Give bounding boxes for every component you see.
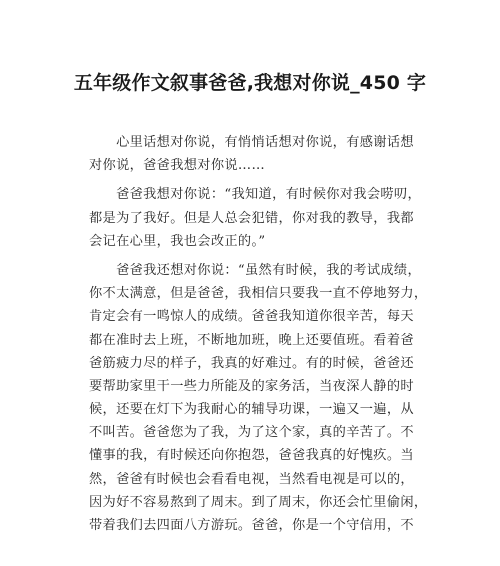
paragraph-1 (89, 131, 419, 177)
paragraph-line: 候，还要在灯下为我耐心的辅导功课，一遍又一遍，从 (89, 402, 414, 418)
paragraph-line: 爸筋疲力尽的样子，我真的好难过。有的时候，爸爸还 (89, 355, 414, 371)
paragraph-line: 不叫苦。爸爸您为了我，为了这个家，真的辛苦了。不 (89, 425, 414, 441)
paragraph-2 (89, 183, 419, 253)
paragraph-line: 肯定会有一鸣惊人的成绩。爸爸我知道你很辛苦，每天 (89, 309, 414, 325)
paragraph-line: 因为好不容易熬到了周末。到了周末，你还会忙里偷闲， (89, 494, 428, 510)
paragraph-line: 懂事的我，有时候还向你抱怨，爸爸我真的好愧疚。当 (89, 448, 414, 464)
paragraph-line: 然，爸爸有时候也会看看电视，当然看电视是可以的， (89, 471, 414, 487)
paragraph-line: 都在准时去上班，不断地加班，晚上还要值班。看着爸 (89, 332, 414, 348)
paragraph-line: 都是为了我好。但是人总会犯错，你对我的教导，我都 (89, 210, 414, 226)
paragraph-line: 会记在心里，我也会改正的。” (89, 233, 266, 249)
paragraph-line: 爸爸我想对你说：“我知道，有时候你对我会唠叨， (89, 187, 421, 203)
paragraph-line: 你不太满意，但是爸爸，我相信只要我一直不停地努力， (89, 286, 428, 302)
document-body (89, 131, 428, 543)
document-title: 五年级作文叙事爸爸,我想对你说_450 字 (73, 72, 427, 94)
paragraph-line: 爸爸我还想对你说：“虽然有时候，我的考试成绩， (89, 262, 421, 278)
paragraph-line: 要帮助家里干一些力所能及的家务活，当夜深人静的时 (89, 378, 414, 394)
paragraph-line: 心里话想对你说，有悄悄话想对你说，有感谢话想 (89, 135, 414, 150)
paragraph-line: 带着我们去四面八方游玩。爸爸，你是一个守信用，不 (89, 518, 414, 533)
paragraph-line: 对你说，爸爸我想对你说…… (89, 158, 265, 174)
paragraph-3 (89, 259, 428, 537)
